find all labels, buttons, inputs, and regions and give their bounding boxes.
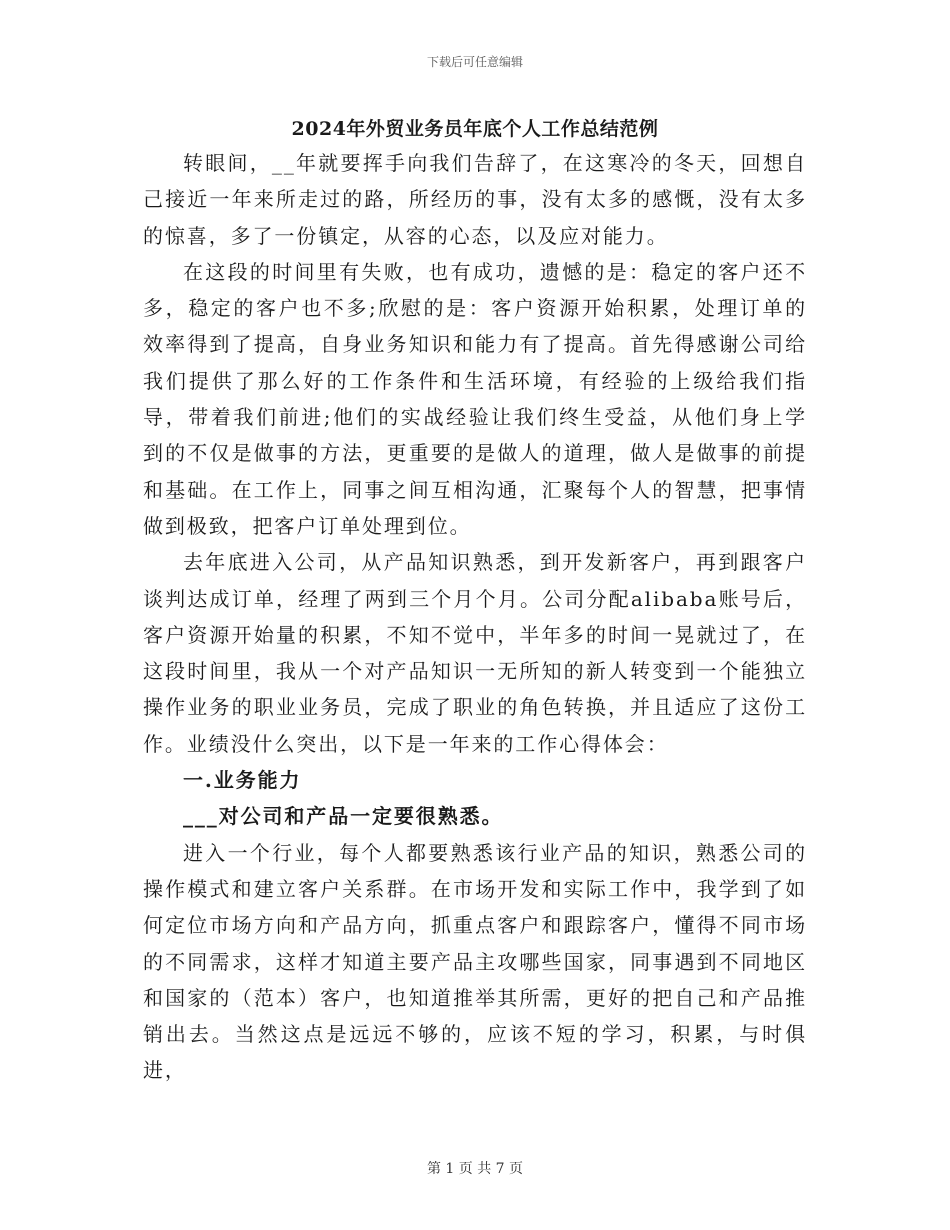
subsection-heading: ___对公司和产品一定要很熟悉。	[183, 804, 504, 829]
document-title: 2024年外贸业务员年底个人工作总结范例	[291, 118, 659, 140]
section-heading: 一.业务能力	[183, 768, 302, 793]
document-body	[143, 145, 807, 1089]
paragraph-intro: 转眼间，__年就要挥手向我们告辞了，在这寒冷的冬天，回想自己接近一年来所走过的路，所经历的事，没有太多的感慨，没有太多的惊喜，多了一份镇定，从容的心态，以及应对能力。	[143, 151, 807, 248]
paragraph-experience: 去年底进入公司，从产品知识熟悉，到开发新客户，再到跟客户谈判达成订单，经理了两到三个月个月。公司分配alibaba账号后，客户资源开始量的积累，不知不觉中，半年多的时间一晃就过了，在这段时间里，我从一个对产品知识一无所知的新人转变到一个能独立操作业务的职业业务员，完成了职业的角色转换，并且适应了这份工作。业绩没什么突出，以下是一年来的工作心得体会：	[143, 550, 807, 756]
paragraph-reflection: 在这段的时间里有失败，也有成功，遗憾的是：稳定的客户还不多，稳定的客户也不多;欣慰的是：客户资源开始积累，处理订单的效率得到了提高，自身业务知识和能力有了提高。首先得感谢公司给我们提供了那么好的工作条件和生活环境，有经验的上级给我们指导，带着我们前进;他们的实战经验让我们终生受益，从他们身上学到的不仅是做事的方法，更重要的是做人的道理，做人是做事的前提和基础。在工作上，同事之间互相沟通，汇聚每个人的智慧，把事情做到极致，把客户订单处理到位。	[143, 259, 807, 538]
paragraph-industry: 进入一个行业，每个人都要熟悉该行业产品的知识，熟悉公司的操作模式和建立客户关系群。在市场开发和实际工作中，我学到了如何定位市场方向和产品方向，抓重点客户和跟踪客户，懂得不同市场的不同需求，这样才知道主要产品主攻哪些国家，同事遇到不同地区和国家的（范本）客户，也知道推举其所需，更好的把自己和产品推销出去。当然这点是远远不够的，应该不短的学习，积累，与时俱进，	[143, 840, 807, 1083]
page-number: 第 1 页 共 7 页	[426, 1161, 524, 1177]
header-note: 下载后可任意编辑	[426, 55, 523, 69]
